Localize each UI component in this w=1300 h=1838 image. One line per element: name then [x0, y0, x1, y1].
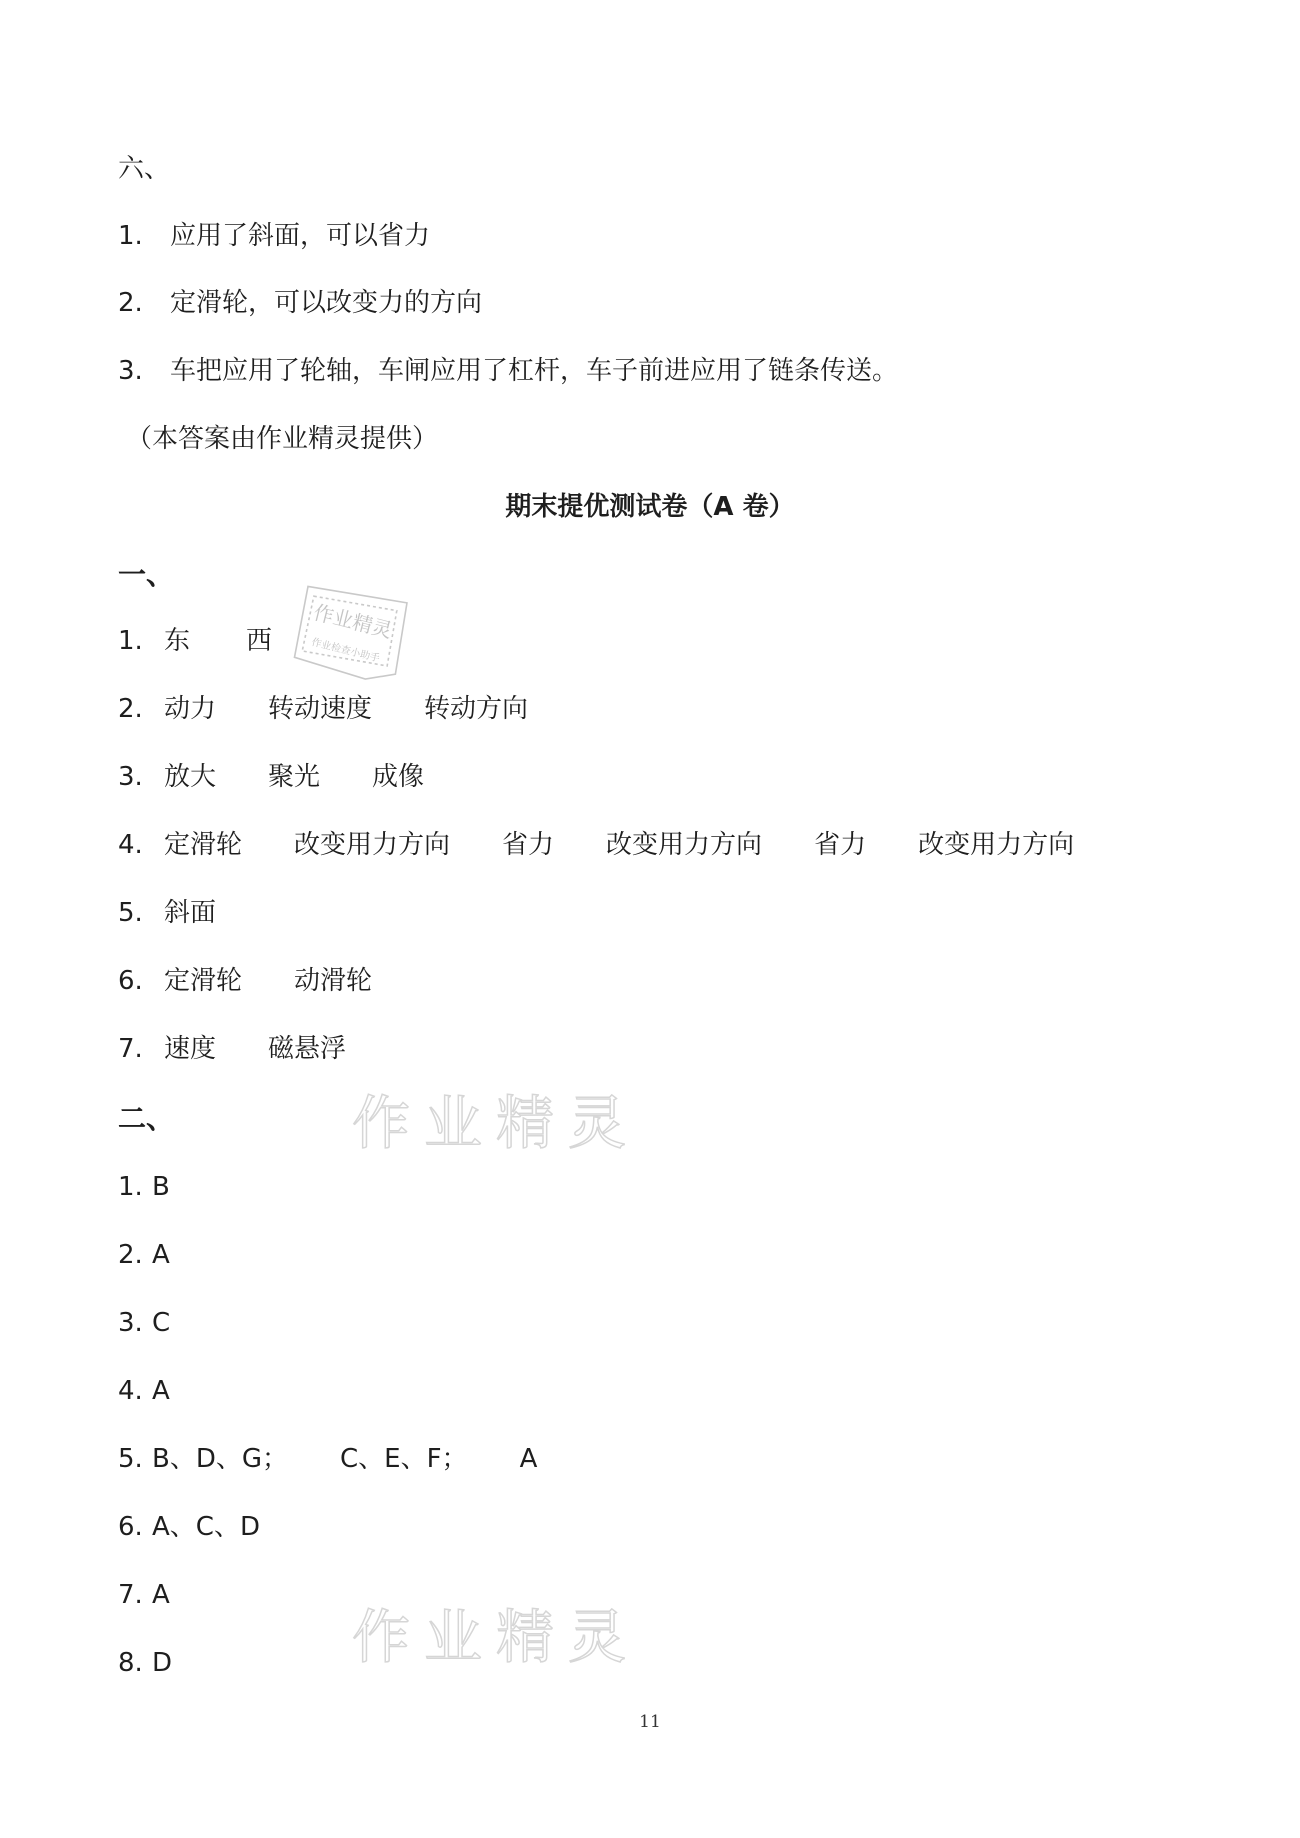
- item-answer: C: [152, 1308, 171, 1338]
- item-answer: 动滑轮: [294, 966, 373, 996]
- part-one-heading: 一、: [118, 558, 175, 591]
- item-number: 1.: [118, 1172, 143, 1202]
- item-answer: C、E、F；: [340, 1444, 468, 1474]
- item-answer: 东: [164, 626, 191, 656]
- part-one-item: [118, 896, 216, 930]
- item-answer: 省力: [502, 830, 555, 860]
- item-number: 2.: [118, 694, 143, 724]
- part-two-heading: 二、: [118, 1102, 175, 1135]
- item-answer: 改变用力方向: [918, 830, 1075, 860]
- item-answer: 斜面: [164, 898, 217, 928]
- item-answer: 定滑轮: [164, 966, 243, 996]
- part-two-item: [118, 1374, 170, 1408]
- watermark-stamp-logo: [280, 578, 420, 688]
- part-two-item: [118, 1170, 170, 1204]
- item-answer: 车把应用了轮轴，车闸应用了杠杆，车子前进应用了链条传送。: [170, 356, 899, 386]
- watermark-text: 作业精灵: [352, 1603, 641, 1671]
- page-number: 11: [639, 1712, 661, 1732]
- item-answer: A: [152, 1376, 170, 1406]
- stamp-title: 作业精灵: [311, 600, 395, 643]
- item-answer: 速度: [164, 1034, 217, 1064]
- item-answer: 西: [246, 626, 273, 656]
- part-one-item: [118, 828, 1074, 862]
- item-answer: 成像: [372, 762, 425, 792]
- part-two-item: [118, 1510, 260, 1544]
- part-two-item: [118, 1238, 170, 1272]
- item-number: 4.: [118, 1376, 143, 1406]
- item-answer: 定滑轮，可以改变力的方向: [170, 288, 483, 318]
- part-one-item: [118, 1032, 346, 1066]
- section-six-item: [118, 286, 482, 320]
- item-number: 7.: [118, 1580, 143, 1610]
- item-answer: 改变用力方向: [294, 830, 451, 860]
- item-number: 1.: [118, 626, 143, 656]
- item-number: 4.: [118, 830, 143, 860]
- part-one-item: [118, 624, 272, 658]
- item-answer: A: [152, 1580, 170, 1610]
- exam-title: 期末提优测试卷（A 卷）: [505, 492, 795, 522]
- item-number: 2.: [118, 1240, 143, 1270]
- item-answer: B: [152, 1172, 170, 1202]
- item-answer: A: [152, 1240, 170, 1270]
- part-one-item: [118, 964, 372, 998]
- watermark-text: 作业精灵: [352, 1089, 641, 1157]
- item-answer: B、D、G；: [152, 1444, 289, 1474]
- part-two-item: [118, 1646, 172, 1680]
- item-answer: 省力: [814, 830, 867, 860]
- item-answer: 放大: [164, 762, 217, 792]
- answer-source-note: （本答案由作业精灵提供）: [126, 424, 439, 454]
- item-answer: 转动速度: [268, 694, 373, 724]
- part-one-item: [118, 760, 424, 794]
- part-one-item: [118, 692, 528, 726]
- item-number: 3.: [118, 762, 143, 792]
- section-six-item: [118, 354, 898, 388]
- item-answer: D: [152, 1648, 173, 1678]
- section-six-heading: 六、: [118, 154, 171, 184]
- item-number: 6.: [118, 966, 143, 996]
- item-number: 6.: [118, 1512, 143, 1542]
- item-number: 5.: [118, 1444, 143, 1474]
- item-answer: 转动方向: [424, 694, 529, 724]
- item-answer: 定滑轮: [164, 830, 243, 860]
- item-number: 2.: [118, 288, 143, 318]
- item-answer: 动力: [164, 694, 217, 724]
- part-two-item: [118, 1578, 170, 1612]
- section-six-item: [118, 219, 430, 253]
- item-answer: 应用了斜面，可以省力: [170, 221, 431, 251]
- item-number: 3.: [118, 1308, 143, 1338]
- item-number: 3.: [118, 356, 143, 386]
- part-two-item: [118, 1306, 170, 1340]
- item-answer: A、C、D: [152, 1512, 260, 1542]
- part-two-item: [118, 1442, 537, 1476]
- item-number: 5.: [118, 898, 143, 928]
- item-answer: 聚光: [268, 762, 321, 792]
- item-number: 8.: [118, 1648, 143, 1678]
- item-answer: A: [519, 1444, 538, 1474]
- stamp-subtitle: 作业检查小助手: [310, 637, 381, 665]
- item-number: 7.: [118, 1034, 143, 1064]
- item-number: 1.: [118, 221, 143, 251]
- item-answer: 改变用力方向: [606, 830, 763, 860]
- item-answer: 磁悬浮: [268, 1034, 347, 1064]
